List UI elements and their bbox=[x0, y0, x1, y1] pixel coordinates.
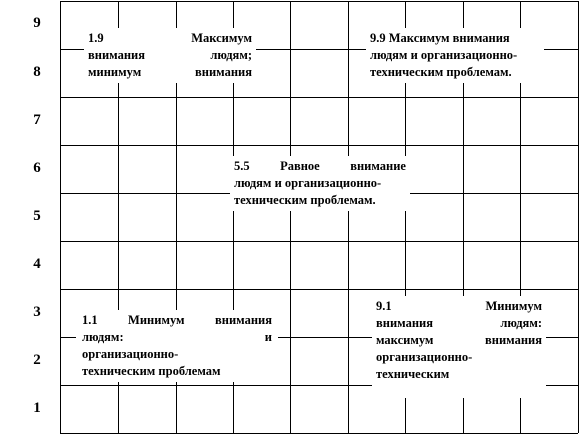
style-9-1-line: организационно- bbox=[376, 350, 473, 364]
style-1-1-line: 1.1 Минимум внимания bbox=[82, 313, 272, 327]
row-label-7: 7 bbox=[33, 112, 41, 128]
row-label-8: 8 bbox=[33, 64, 41, 80]
style-1-1-line: организационно- bbox=[82, 347, 179, 361]
row-label-9: 9 bbox=[33, 15, 41, 31]
style-1-1-line: техническим проблемам bbox=[82, 364, 221, 378]
row-label-5: 5 bbox=[33, 208, 41, 224]
row-label-3: 3 bbox=[33, 304, 41, 320]
style-box-5-5 bbox=[230, 156, 410, 211]
style-5-5-line: 5.5 Равное внимание bbox=[234, 159, 406, 173]
row-label-6: 6 bbox=[33, 160, 41, 176]
row-label-1: 1 bbox=[33, 400, 41, 416]
style-5-5-line: людям и организационно- bbox=[234, 176, 382, 190]
style-9-1-line: техническим bbox=[376, 367, 450, 381]
style-box-1-9 bbox=[84, 28, 256, 83]
style-9-1-line: 9.1 Минимум bbox=[376, 299, 542, 313]
style-9-9-line: 9.9 Максимум внимания bbox=[370, 31, 510, 45]
style-1-1-line: людям: и bbox=[82, 330, 272, 344]
style-9-1-line: максимум внимания bbox=[376, 333, 542, 347]
row-label-4: 4 bbox=[33, 256, 41, 272]
style-1-9-line: внимания людям; bbox=[88, 48, 252, 62]
style-1-9-line: 1.9 Максимум bbox=[88, 31, 252, 45]
style-box-9-1 bbox=[372, 296, 546, 398]
style-box-1-1 bbox=[76, 310, 278, 382]
style-1-9-line: минимум внимания bbox=[88, 65, 252, 79]
style-9-9-line: людям и организационно- bbox=[370, 48, 518, 62]
style-9-1-line: внимания людям: bbox=[376, 316, 542, 330]
style-9-9-line: техническим проблемам. bbox=[370, 65, 512, 79]
style-5-5-line: техническим проблемам. bbox=[234, 193, 376, 207]
style-box-9-9 bbox=[366, 28, 544, 83]
row-label-2: 2 bbox=[33, 352, 41, 368]
